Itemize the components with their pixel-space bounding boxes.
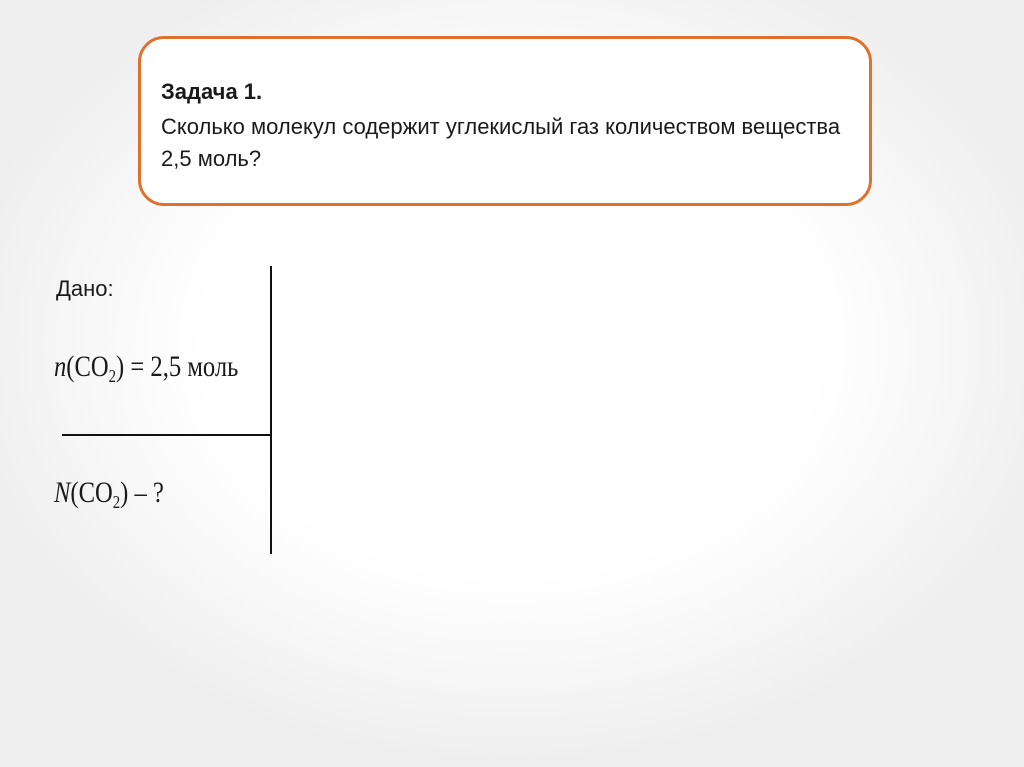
given-formula-open: (CO (66, 350, 109, 383)
given-divider-vertical (270, 266, 272, 554)
find-formula-open: (CO (70, 476, 113, 509)
task-text: Сколько молекул содержит углекислый газ количеством вещества 2,5 моль? (161, 114, 841, 171)
given-formula (54, 350, 238, 387)
task-box (138, 36, 872, 206)
given-formula-variable: n (54, 350, 67, 383)
find-formula (54, 476, 164, 513)
find-formula-rest: ) – ? (120, 476, 164, 509)
given-divider-horizontal (62, 434, 272, 436)
given-label: Дано: (56, 276, 114, 301)
given-formula-rest: ) = 2,5 моль (116, 350, 239, 383)
given-formula-subscript: 2 (108, 366, 117, 386)
task-title: Задача 1. (161, 79, 263, 104)
find-formula-variable: N (54, 476, 71, 509)
find-formula-subscript: 2 (112, 492, 121, 512)
